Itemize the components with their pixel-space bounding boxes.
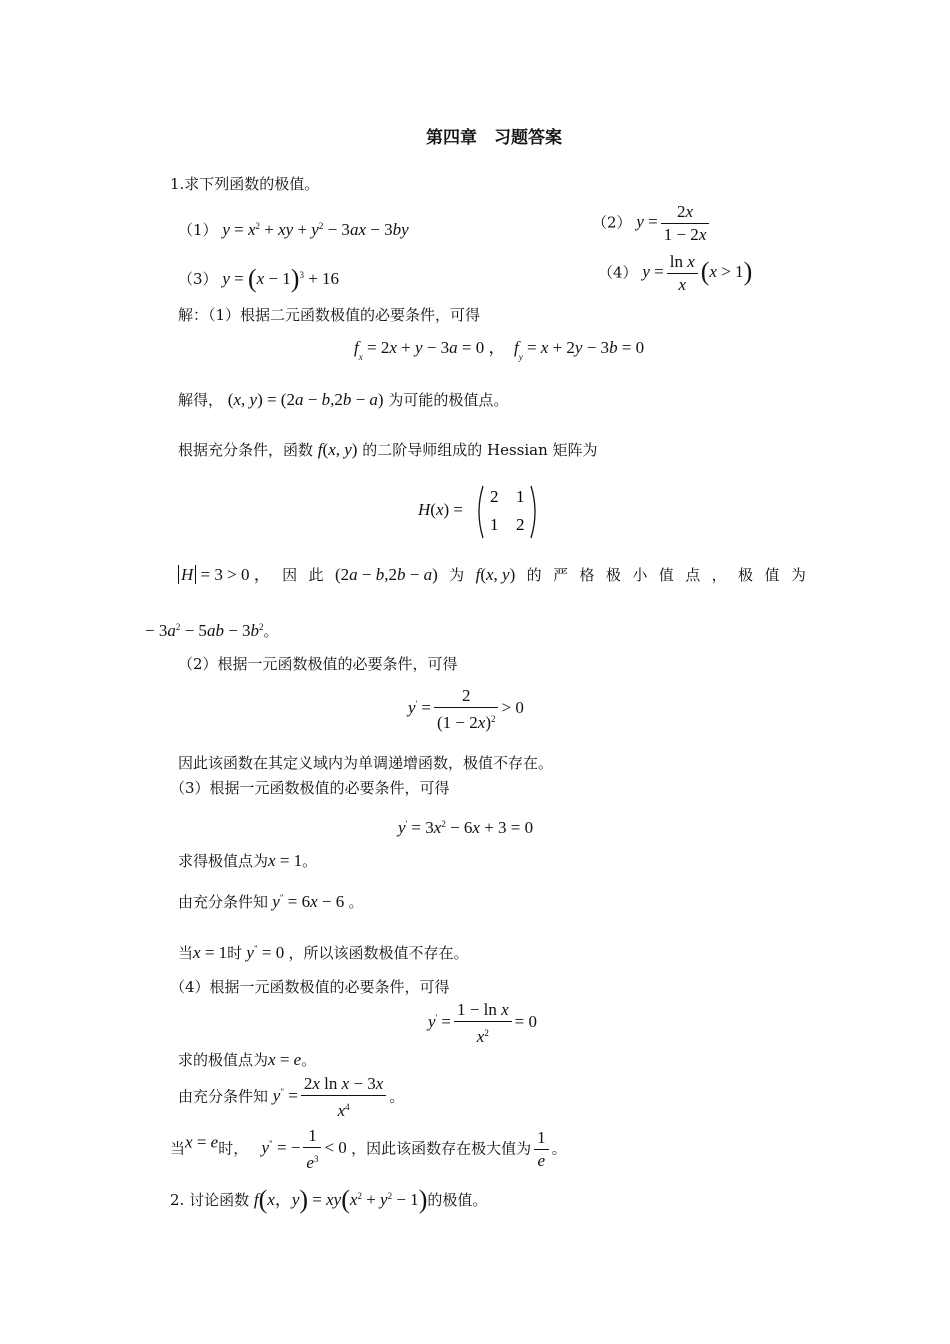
solution-2-conclusion: 因此该函数在其定义域内为单调递增函数，极值不存在。: [178, 754, 554, 772]
solution-4-critical-point: 求的极值点为x = e。: [178, 1050, 317, 1069]
solution-4-second-derivative: 由充分条件知 y" = $\frac{\text{2x ln x − 3x}}{x^4}$ 。: [178, 1074, 405, 1120]
solution-3-lead: （3）根据一元函数极值的必要条件，可得: [170, 779, 450, 797]
solution-3-conclusion: 当x = 1时 y" = 0 ，所以该函数极值不存在。: [178, 943, 469, 962]
svg-text:2: 2: [490, 487, 499, 506]
question-2: 2. 讨论函数 f(x，$y) = xy(x^2 + y^2 - 1)$的极值。: [170, 1185, 488, 1214]
svg-text:1: 1: [516, 487, 525, 506]
solution-3-critical-point: 求得极值点为x = 1。: [178, 851, 318, 870]
question-1-stem: 1.求下列函数的极值。: [170, 175, 320, 193]
problem-1-item-2: （2） y = $\frac{2x}{1 - 2x}$: [592, 202, 712, 245]
solution-4-conclusion: 当x = e时， y" = − $\frac{1}{e^3}$ < 0 ，因此该函数存在极大值为 $\frac{1}{e}$ 。: [170, 1126, 567, 1172]
solution-4-derivative: y' = $\frac{\text{1 − ln x}}{x^2}$ = 0: [428, 1000, 537, 1046]
matrix-brackets: [474, 484, 540, 540]
problem-1-item-3: （3） $y = (x - 1)^3 + 16$: [178, 264, 340, 293]
equation-partial-derivatives: $f_x = 2x + y - 3a = 0$ ， $f_y = x + 2y - 3b = 0$: [354, 338, 645, 362]
hessian-matrix: H(x) = 2 1 1 2: [418, 484, 558, 540]
solution-3-derivative: $y' = 3x^2 - 6x + 3 = 0$: [398, 818, 534, 837]
svg-text:1: 1: [490, 515, 499, 534]
solution-1-extremum-value: − $3a^2 - 5ab - 3b^2$。: [145, 621, 279, 640]
page-title: 第四章 习题答案: [426, 128, 562, 148]
solution-1-hessian-text: 根据充分条件，函数 f(x, y) 的二阶导师组成的 Hessian 矩阵为: [178, 440, 598, 459]
svg-text:2: 2: [516, 515, 525, 534]
problem-1-item-1: （1） $y = x^2$ + xy + $y^2 - 3ax - 3by$: [178, 220, 409, 239]
solution-1-critical-point: 解得， (x, y) = (2a − b,2b − a) 为可能的极值点。: [178, 390, 509, 409]
solution-3-second-derivative: 由充分条件知 y" = 6x − 6 。: [178, 892, 364, 911]
solution-4-lead: （4）根据一元函数极值的必要条件，可得: [170, 978, 450, 996]
solution-1-conclusion: H = 3 > 0 ， 因 此 (2a − b,2b − a) 为 f(x, y) 的 严 格 极 小 值 点 ， 极 值 为: [178, 565, 806, 585]
solution-2-lead: （2）根据一元函数极值的必要条件，可得: [178, 655, 458, 673]
solution-1-lead: 解：（1）根据二元函数极值的必要条件，可得: [178, 306, 481, 324]
solution-2-derivative: y' = $\frac{2}{(1 - 2x)^2}$ > 0: [408, 686, 524, 732]
problem-1-item-4: （4） y = $\frac{\text{ln x}}{x}$ (x > 1): [598, 252, 753, 294]
